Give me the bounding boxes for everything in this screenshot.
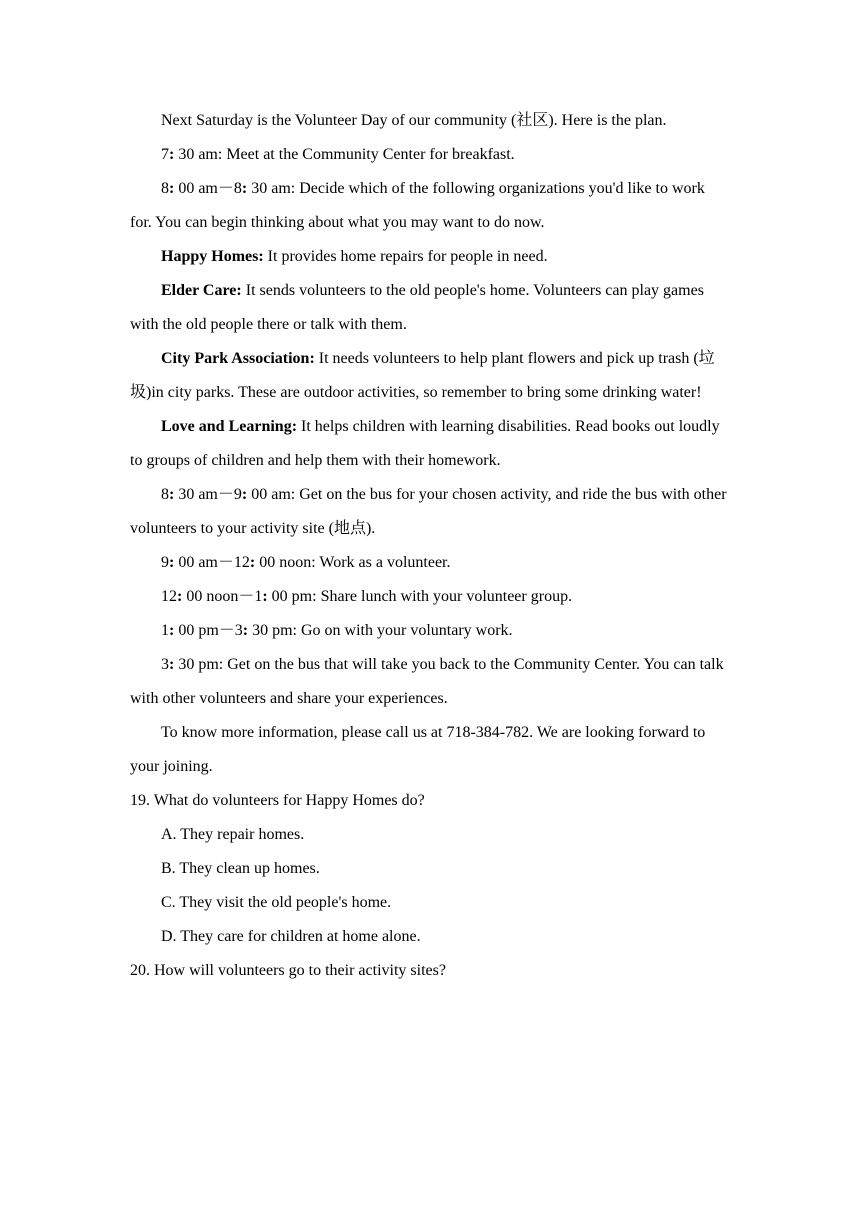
schedule-item-0330: 3: 30 pm: Get on the bus that will take you back to the Community Center. You can talk with other volunteers and share your experiences. bbox=[130, 656, 724, 707]
contact-paragraph: To know more information, please call us at 718-384-782. We are looking forward to your joining. bbox=[130, 724, 706, 775]
document-page bbox=[130, 104, 730, 988]
schedule-item-0900: 9: 00 am－12: 00 noon: Work as a volunteer. bbox=[161, 554, 451, 571]
schedule-item-0730: 7: 30 am: Meet at the Community Center for breakfast. bbox=[161, 146, 515, 163]
org-name: Elder Care: bbox=[161, 282, 242, 299]
question-19-option-b: B. They clean up homes. bbox=[161, 860, 320, 877]
schedule-item-0100: 1: 00 pm－3: 30 pm: Go on with your voluntary work. bbox=[161, 622, 513, 639]
org-name: City Park Association: bbox=[161, 350, 315, 367]
question-20-stem: 20. How will volunteers go to their activity sites? bbox=[130, 962, 446, 979]
org-happy-homes: Happy Homes: It provides home repairs for people in need. bbox=[161, 248, 548, 265]
intro-paragraph: Next Saturday is the Volunteer Day of our community (社区). Here is the plan. bbox=[161, 112, 667, 129]
org-elder-care: Elder Care: It sends volunteers to the old people's home. Volunteers can play games with the old people there or talk with them. bbox=[130, 282, 704, 333]
org-name: Happy Homes: bbox=[161, 248, 264, 265]
schedule-item-0800: 8: 00 am－8: 30 am: Decide which of the following organizations you'd like to work for. You can begin thinking about what you may want to do now. bbox=[130, 180, 705, 231]
org-love-and-learning: Love and Learning: It helps children with learning disabilities. Read books out loudly to groups of children and help them with their homework. bbox=[130, 418, 720, 469]
question-19-option-a: A. They repair homes. bbox=[161, 826, 305, 843]
org-name: Love and Learning: bbox=[161, 418, 298, 435]
question-19-option-c: C. They visit the old people's home. bbox=[161, 894, 392, 911]
question-19-option-d: D. They care for children at home alone. bbox=[161, 928, 421, 945]
schedule-item-1200: 12: 00 noon－1: 00 pm: Share lunch with your volunteer group. bbox=[161, 588, 573, 605]
org-city-park-association: City Park Association: It needs volunteers to help plant flowers and pick up trash (垃圾)in city parks. These are outdoor activities, so remember to bring some drinking water! bbox=[130, 350, 715, 401]
question-19-stem: 19. What do volunteers for Happy Homes do? bbox=[130, 792, 425, 809]
schedule-item-0830: 8: 30 am－9: 00 am: Get on the bus for your chosen activity, and ride the bus with other volunteers to your activity site (地点). bbox=[130, 486, 727, 537]
